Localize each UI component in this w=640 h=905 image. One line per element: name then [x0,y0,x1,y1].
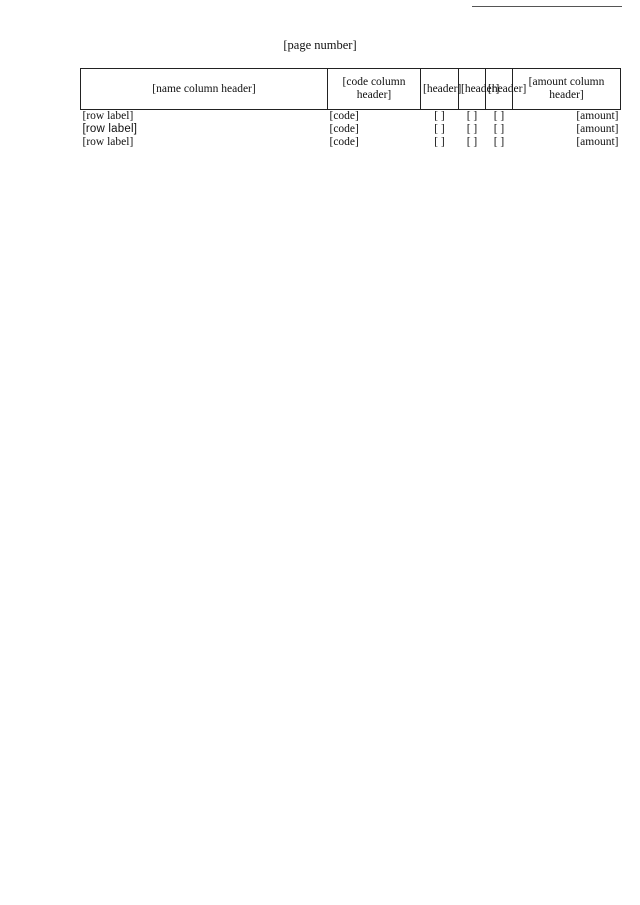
cell-name: [row label] [82,123,138,135]
cell-pr: [ ] [493,136,505,148]
table-body [81,110,621,150]
cell-rz: [ ] [466,123,478,135]
header-pr: [header] [486,69,513,110]
header-sum: [amount column header] [513,69,621,110]
table-row [81,123,621,136]
cell-rz: [ ] [466,110,478,122]
cell-sum: [amount] [576,123,619,135]
cell-vr: [ ] [434,123,445,135]
cell-pr: [ ] [493,110,505,122]
cell-vr: [ ] [434,110,445,122]
header-csr: [code column header] [328,69,421,110]
cell-rz: [ ] [466,136,478,148]
budget-table [80,68,621,149]
cell-name: [row label] [82,136,134,148]
cell-vr: [ ] [434,136,445,148]
header-name: [name column header] [81,69,328,110]
cell-csr: [code] [329,123,359,135]
cell-pr: [ ] [493,123,505,135]
header-vr: [header] [421,69,459,110]
table-row [81,110,621,124]
cell-csr: [code] [329,110,359,122]
cell-csr: [code] [329,136,359,148]
cell-name: [row label] [82,110,134,122]
header-rz: [header] [459,69,486,110]
cell-sum: [amount] [576,110,619,122]
cell-sum: [amount] [576,136,619,148]
table-header [81,69,621,110]
top-rule [472,6,622,7]
page-number: [page number] [283,38,357,52]
table-row [81,136,621,149]
